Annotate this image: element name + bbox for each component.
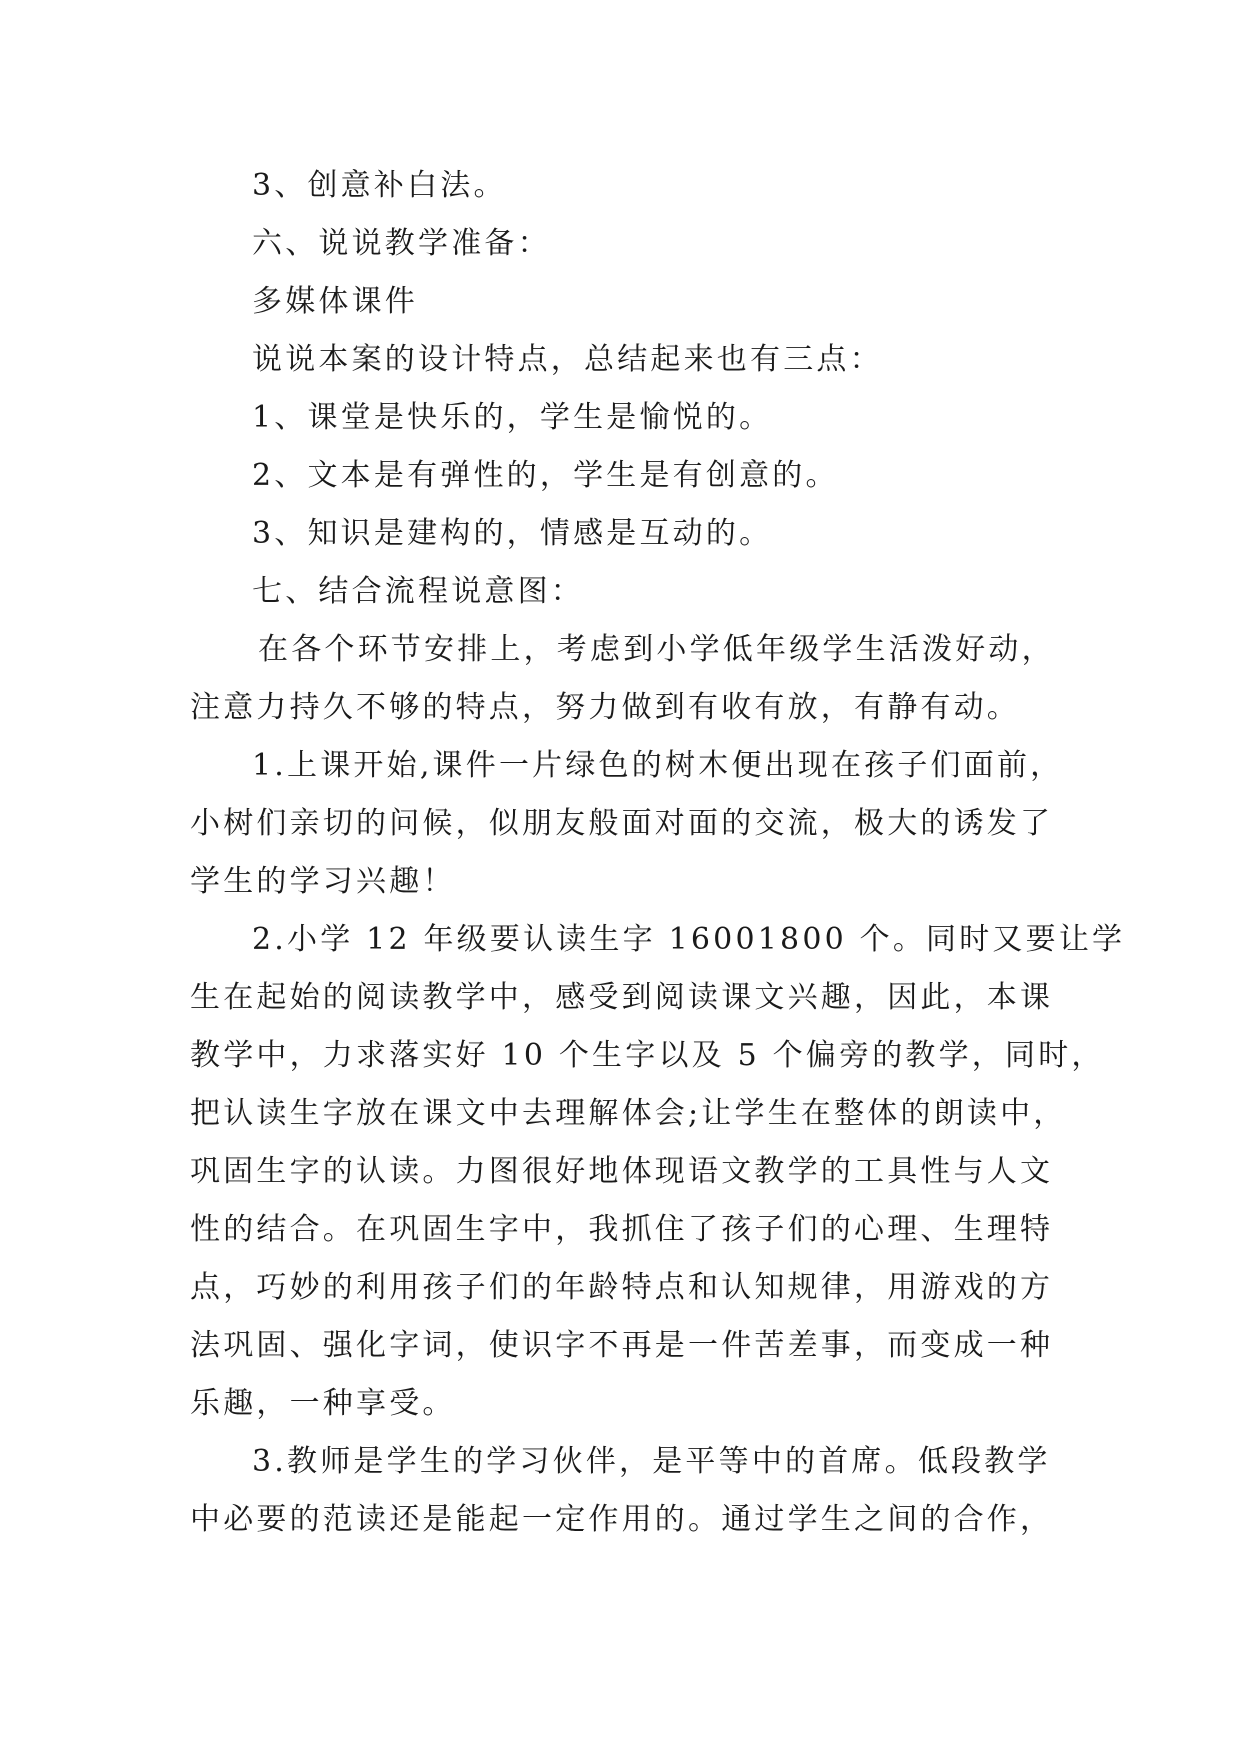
text-line: 3、创意补白法。	[252, 168, 507, 203]
text-line: 生在起始的阅读教学中，感受到阅读课文兴趣，因此，本课	[190, 980, 1054, 1015]
text-line: 说说本案的设计特点，总结起来也有三点：	[252, 342, 883, 377]
text-line: 教学中，力求落实好 10 个生字以及 5 个偏旁的教学，同时，	[190, 1038, 1105, 1073]
text-line: 点，巧妙的利用孩子们的年龄特点和认知规律，用游戏的方	[190, 1270, 1054, 1305]
text-line: 3、知识是建构的，情感是互动的。	[252, 516, 773, 551]
text-line: 法巩固、强化字词，使识字不再是一件苦差事，而变成一种	[190, 1328, 1054, 1363]
text-line: 性的结合。在巩固生字中，我抓住了孩子们的心理、生理特	[190, 1212, 1054, 1247]
text-line: 1、课堂是快乐的，学生是愉悦的。	[252, 400, 773, 435]
text-line: 注意力持久不够的特点，努力做到有收有放，有静有动。	[190, 690, 1020, 725]
text-line: 巩固生字的认读。力图很好地体现语文教学的工具性与人文	[190, 1154, 1054, 1189]
section-heading: 六、说说教学准备：	[252, 226, 551, 261]
text-line: 多媒体课件	[252, 284, 418, 319]
text-line: 2、文本是有弹性的，学生是有创意的。	[252, 458, 839, 493]
text-line: 学生的学习兴趣！	[190, 864, 456, 899]
section-heading: 七、结合流程说意图：	[252, 574, 584, 609]
text-line: 1.上课开始,课件一片绿色的树木便出现在孩子们面前，	[252, 748, 1064, 783]
text-line: 中必要的范读还是能起一定作用的。通过学生之间的合作，	[190, 1502, 1054, 1537]
text-line: 把认读生字放在课文中去理解体会;让学生在整体的朗读中，	[190, 1096, 1067, 1131]
text-line: 在各个环节安排上，考虑到小学低年级学生活泼好动，	[258, 632, 1055, 667]
text-line: 小树们亲切的问候，似朋友般面对面的交流，极大的诱发了	[190, 806, 1054, 841]
text-line: 2.小学 12 年级要认读生字 16001800 个。同时又要让学	[252, 922, 1126, 957]
text-line: 3.教师是学生的学习伙伴，是平等中的首席。低段教学	[252, 1444, 1051, 1479]
text-line: 乐趣，一种享受。	[190, 1386, 456, 1421]
